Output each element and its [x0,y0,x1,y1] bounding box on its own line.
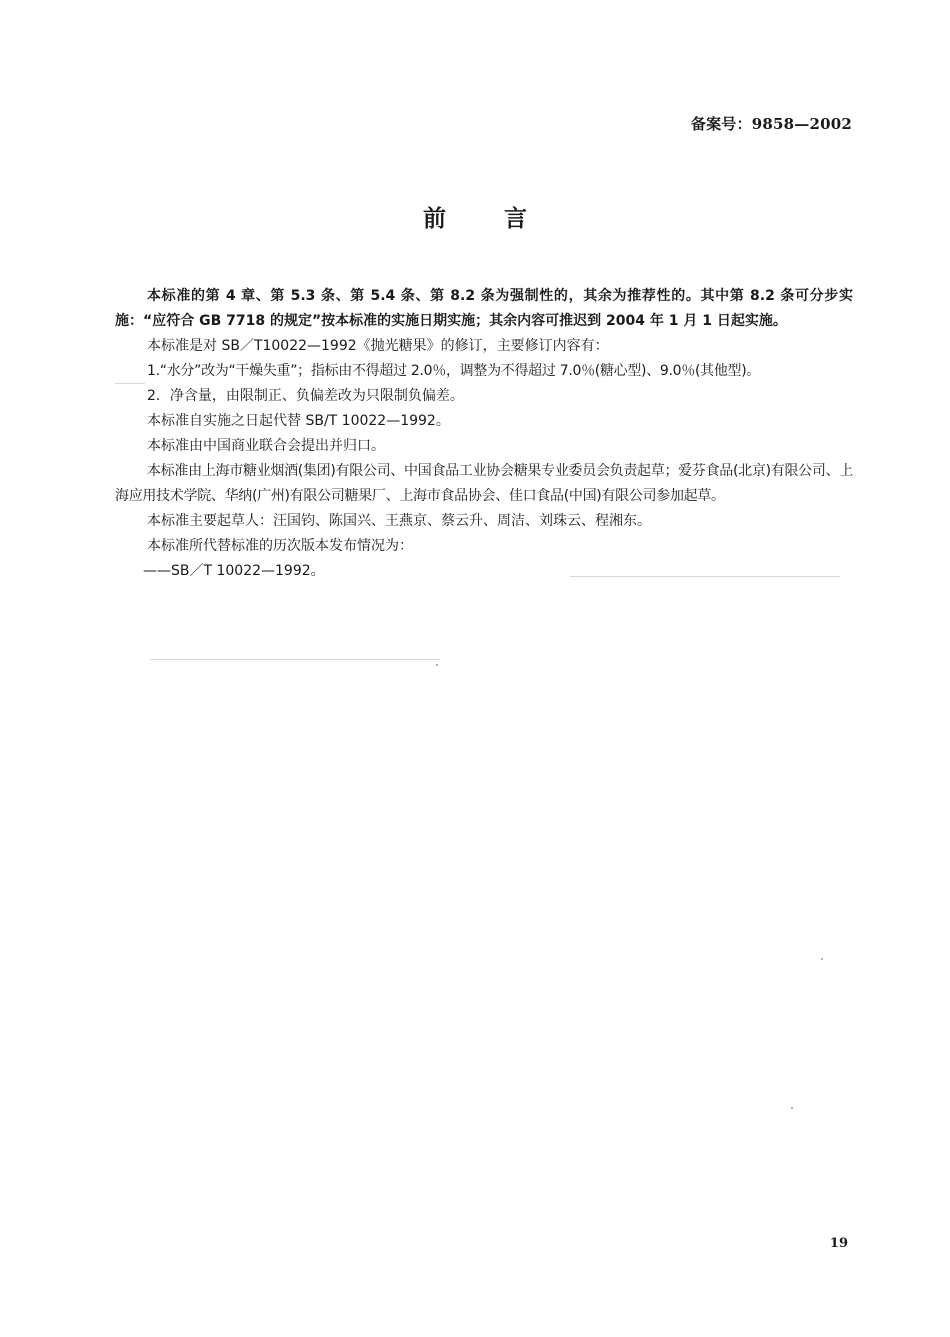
drafters-paragraph: 本标准主要起草人：汪国钧、陈国兴、王燕京、蔡云升、周洁、刘珠云、程湘东。 [147,513,651,529]
scan-artifact-speck [821,958,823,960]
scan-artifact-line [570,576,840,577]
proposer-paragraph: 本标准由中国商业联合会提出并归口。 [147,438,385,454]
scan-artifact-speck [436,664,438,666]
page-number: 19 [829,1236,848,1251]
history-item: ——SB／T 10022—1992。 [143,563,325,579]
record-number: 备案号：9858—2002 [690,115,852,133]
scan-artifact-line [150,659,440,660]
scan-artifact-line [115,383,145,384]
scan-artifact-speck [791,1107,793,1109]
page-title: 前言 [423,206,585,232]
revision-item-2: 2．净含量，由限制正、负偏差改为只限制负偏差。 [147,388,464,404]
mandatory-clause-paragraph: 本标准的第 4 章、第 5.3 条、第 5.4 条、第 8.2 条为强制性的，其余为推荐性的。其中第 8.2 条可分步实施：“应符合 GB 7718 的规定”按本标准的实施日期实施；其余内容可推迟到 2004 年 1 月 1 日起实施。 [115,288,853,329]
revision-intro-paragraph: 本标准是对 SB／T10022—1992《抛光糖果》的修订，主要修订内容有： [147,338,609,354]
drafting-organizations-paragraph: 本标准由上海市糖业烟酒(集团)有限公司、中国食品工业协会糖果专业委员会负责起草；爱芬食品(北京)有限公司、上海应用技术学院、华纳(广州)有限公司糖果厂、上海市食品协会、佳口食品(中国)有限公司参加起草。 [115,463,853,504]
replacement-paragraph: 本标准自实施之日起代替 SB/T 10022—1992。 [147,413,450,429]
history-intro-paragraph: 本标准所代替标准的历次版本发布情况为： [147,538,413,554]
foreword-body [115,284,853,584]
revision-item-1: 1.“水分”改为“干燥失重”；指标由不得超过 2.0％，调整为不得超过 7.0％(糖心型)、9.0％(其他型)。 [147,363,761,379]
